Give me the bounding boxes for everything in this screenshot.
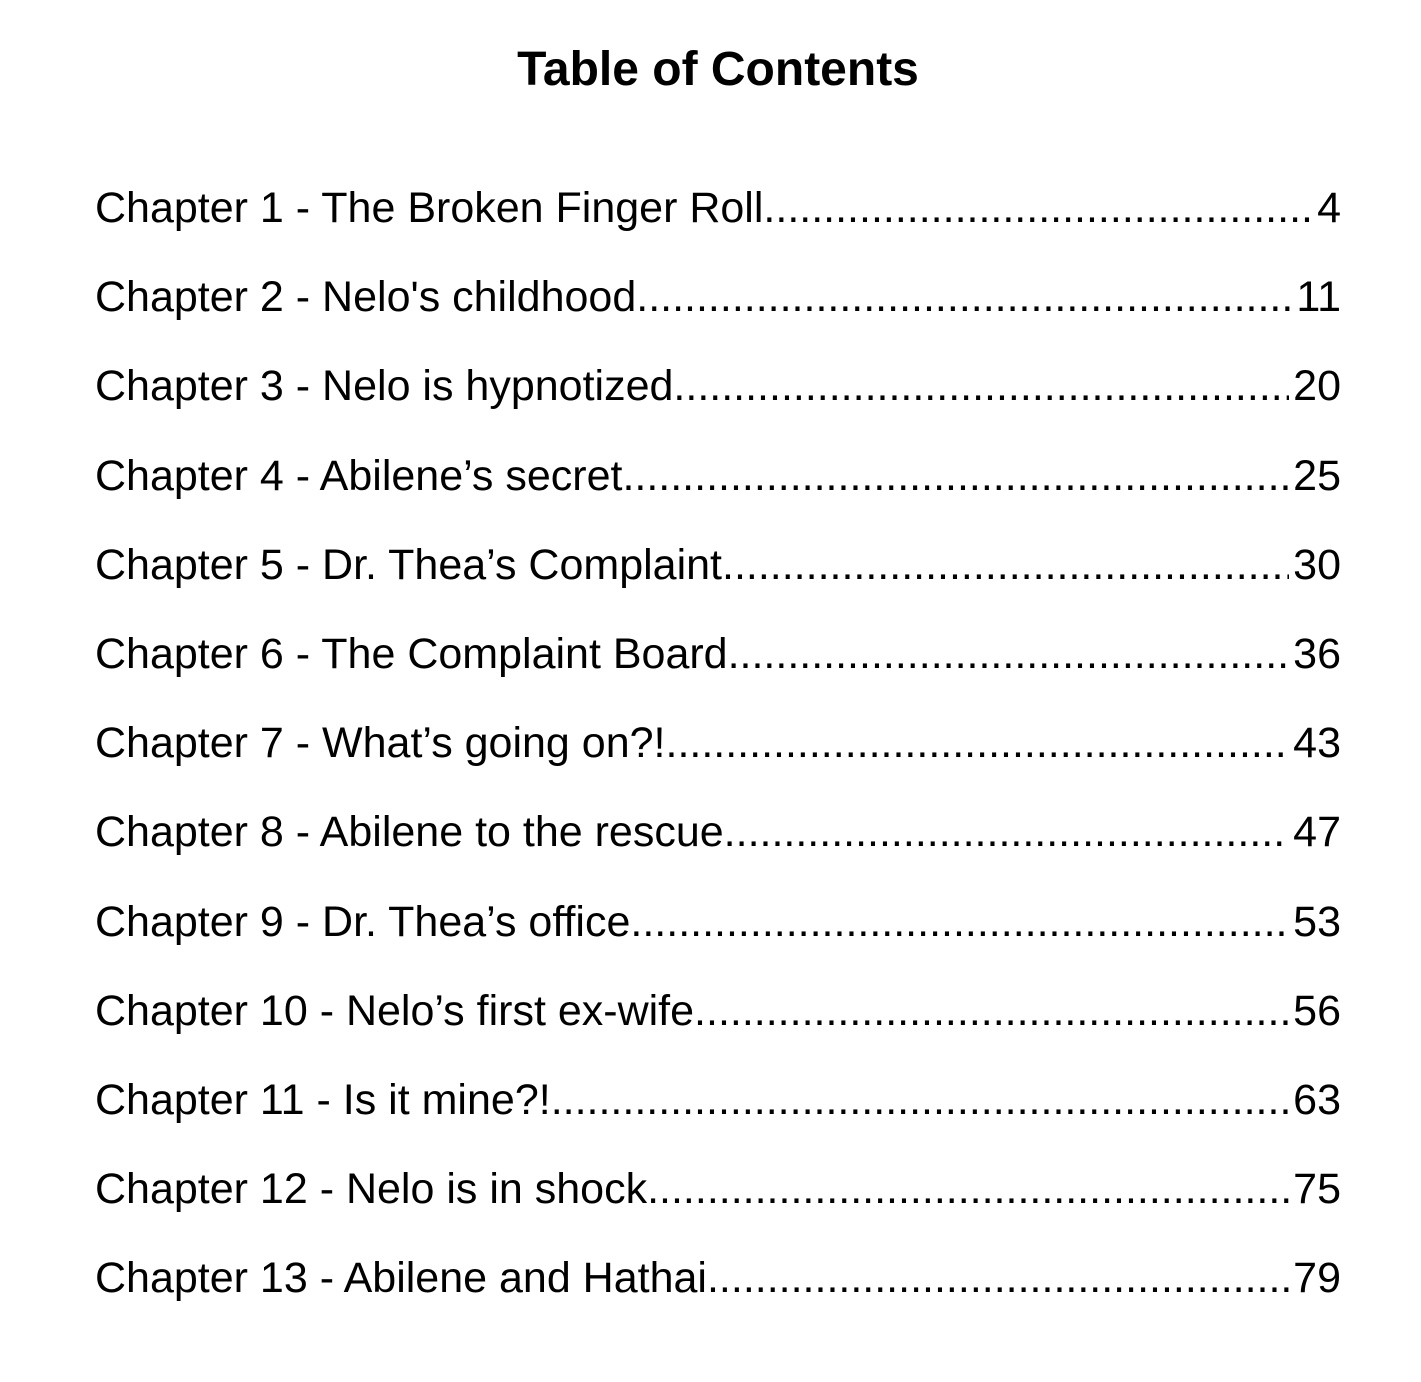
toc-entry-page-number: 11 — [1296, 273, 1341, 322]
dot-leader — [728, 624, 1290, 684]
toc-entry-page-number: 20 — [1293, 362, 1341, 411]
toc-entry-label: Chapter 11 - Is it mine?! — [95, 1075, 551, 1124]
toc-entry-page-number: 63 — [1293, 1075, 1341, 1124]
dot-leader — [666, 713, 1290, 773]
toc-entry[interactable] — [95, 713, 1341, 802]
dot-leader — [630, 892, 1289, 952]
toc-entry-label: Chapter 8 - Abilene to the rescue — [95, 808, 724, 857]
toc-entry[interactable] — [95, 1248, 1341, 1337]
toc-entry[interactable] — [95, 892, 1341, 981]
dot-leader — [724, 802, 1289, 862]
toc-entry[interactable] — [95, 535, 1341, 624]
toc-entry[interactable] — [95, 178, 1341, 267]
toc-list — [95, 178, 1341, 1337]
toc-entry-page-number: 75 — [1293, 1165, 1341, 1214]
toc-entry-page-number: 30 — [1293, 540, 1341, 589]
toc-entry[interactable] — [95, 1159, 1341, 1248]
toc-entry-label: Chapter 4 - Abilene’s secret — [95, 451, 623, 500]
toc-entry-label: Chapter 5 - Dr. Thea’s Complaint — [95, 540, 722, 589]
toc-entry[interactable] — [95, 356, 1341, 445]
toc-entry-page-number: 47 — [1293, 808, 1341, 857]
dot-leader — [673, 356, 1289, 416]
dot-leader — [622, 446, 1289, 506]
toc-entry[interactable] — [95, 446, 1341, 535]
dot-leader — [763, 178, 1313, 238]
toc-entry-label: Chapter 1 - The Broken Finger Roll — [95, 184, 764, 232]
toc-entry-page-number: 79 — [1293, 1254, 1341, 1303]
dot-leader — [636, 267, 1292, 327]
toc-entry-page-number: 43 — [1293, 719, 1341, 768]
toc-entry-page-number: 53 — [1293, 897, 1341, 946]
toc-entry-label: Chapter 6 - The Complaint Board — [95, 629, 728, 678]
page-title: Table of Contents — [517, 43, 919, 96]
dot-leader — [551, 1070, 1289, 1130]
toc-entry-page-number: 36 — [1293, 629, 1341, 678]
toc-entry[interactable] — [95, 624, 1341, 713]
toc-entry-label: Chapter 10 - Nelo’s first ex-wife — [95, 986, 695, 1035]
toc-entry-label: Chapter 12 - Nelo is in shock — [95, 1165, 648, 1214]
dot-leader — [647, 1159, 1289, 1219]
toc-entry[interactable] — [95, 981, 1341, 1070]
toc-entry-page-number: 56 — [1293, 986, 1341, 1035]
toc-entry-page-number: 25 — [1293, 451, 1341, 500]
toc-entry[interactable] — [95, 802, 1341, 891]
toc-entry-label: Chapter 2 - Nelo's childhood — [95, 273, 637, 322]
toc-entry[interactable] — [95, 1070, 1341, 1159]
dot-leader — [722, 535, 1289, 595]
toc-entry-label: Chapter 3 - Nelo is hypnotized — [95, 362, 674, 411]
toc-entry[interactable] — [95, 267, 1341, 356]
toc-entry-label: Chapter 13 - Abilene and Hathai — [95, 1254, 707, 1303]
dot-leader — [694, 981, 1289, 1041]
toc-entry-page-number: 4 — [1317, 184, 1341, 232]
dot-leader — [707, 1248, 1289, 1308]
toc-entry-label: Chapter 7 - What’s going on?! — [95, 719, 666, 768]
toc-entry-label: Chapter 9 - Dr. Thea’s office — [95, 897, 631, 946]
